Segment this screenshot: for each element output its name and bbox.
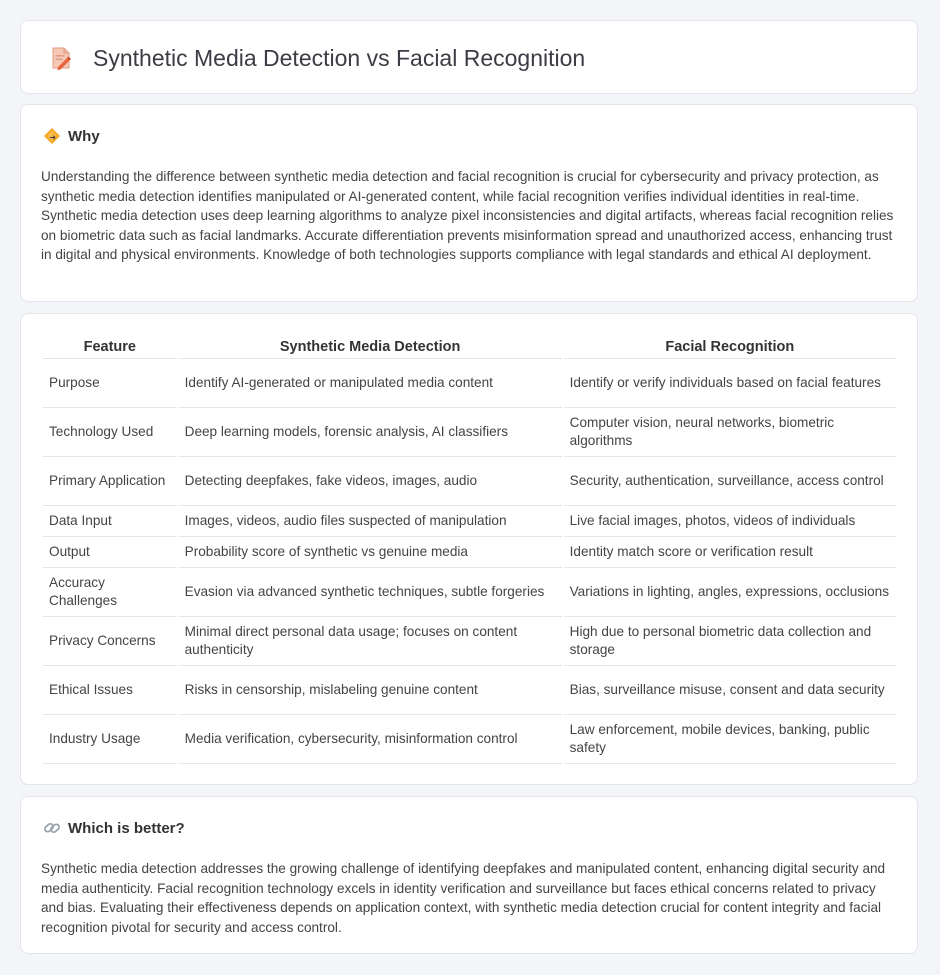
table-row	[43, 457, 896, 506]
feature-cell: Accuracy Challenges	[43, 568, 177, 617]
feature-cell: Primary Application	[43, 457, 177, 506]
synthetic-cell: Risks in censorship, mislabeling genuine content	[179, 666, 562, 715]
better-title: Which is better?	[68, 819, 185, 837]
synthetic-cell: Media verification, cybersecurity, misinformation control	[179, 715, 562, 764]
synthetic-cell: Evasion via advanced synthetic techniques, subtle forgeries	[179, 568, 562, 617]
facial-cell: Identify or verify individuals based on facial features	[564, 359, 896, 408]
feature-cell: Industry Usage	[43, 715, 177, 764]
why-section	[20, 104, 918, 302]
feature-cell: Privacy Concerns	[43, 617, 177, 666]
title-row	[45, 43, 585, 73]
page-title: Synthetic Media Detection vs Facial Recognition	[93, 44, 586, 71]
document-pen-icon	[45, 43, 75, 73]
table-row	[43, 568, 896, 617]
feature-cell: Purpose	[43, 359, 177, 408]
title-card	[20, 20, 918, 94]
table-header-row	[43, 336, 896, 359]
why-title: Why	[68, 127, 100, 145]
synthetic-cell: Images, videos, audio files suspected of manipulation	[179, 506, 562, 537]
header-synthetic-media-detection: Synthetic Media Detection	[179, 336, 562, 359]
facial-cell: Computer vision, neural networks, biometric algorithms	[564, 408, 896, 457]
which-is-better-section	[20, 796, 918, 954]
table-row	[43, 715, 896, 764]
feature-cell: Technology Used	[43, 408, 177, 457]
facial-cell: Bias, surveillance misuse, consent and data security	[564, 666, 896, 715]
feature-cell: Data Input	[43, 506, 177, 537]
synthetic-cell: Minimal direct personal data usage; focuses on content authenticity	[179, 617, 562, 666]
synthetic-cell: Identify AI-generated or manipulated media content	[179, 359, 562, 408]
table-row	[43, 408, 896, 457]
synthetic-cell: Deep learning models, forensic analysis, AI classifiers	[179, 408, 562, 457]
synthetic-cell: Detecting deepfakes, fake videos, images, audio	[179, 457, 562, 506]
header-feature: Feature	[43, 336, 177, 359]
better-text: Synthetic media detection addresses the growing challenge of identifying deepfakes and manipulated content, enhancing digital security and media authenticity. Facial recognition technology excels in identity verification and surveillance but faces ethical concerns related to privacy and bias. Evaluating their effectiveness depends on application context, with synthetic media detection crucial for content integrity and facial recognition pivotal for security and access control.	[41, 861, 886, 935]
comparison-table	[41, 336, 898, 764]
why-text: Understanding the difference between synthetic media detection and facial recognition is crucial for cybersecurity and privacy protection, as synthetic media detection identifies manipulated or AI-generated content, while facial recognition verifies individual identities in real-time. Synthetic media detection uses deep learning algorithms to analyze pixel inconsistencies and digital artifacts, whereas facial recognition relies on biometric data such as facial landmarks. Accurate differentiation prevents misinformation spread and unauthorized access, enhancing trust in digital and physical environments. Knowledge of both technologies supports compliance with legal standards and ethical AI deployment.	[41, 169, 894, 262]
facial-cell: Security, authentication, surveillance, access control	[564, 457, 896, 506]
table-row	[43, 359, 896, 408]
feature-cell: Output	[43, 537, 177, 568]
comparison-card	[20, 313, 918, 785]
synthetic-cell: Probability score of synthetic vs genuine media	[179, 537, 562, 568]
feature-cell: Ethical Issues	[43, 666, 177, 715]
table-row	[43, 617, 896, 666]
why-heading	[43, 127, 100, 145]
header-facial-recognition: Facial Recognition	[564, 336, 896, 359]
facial-cell: Identity match score or verification result	[564, 537, 896, 568]
link-icon	[43, 819, 61, 837]
diamond-sign-icon	[43, 127, 61, 145]
table-row	[43, 537, 896, 568]
facial-cell: Live facial images, photos, videos of individuals	[564, 506, 896, 537]
facial-cell: High due to personal biometric data collection and storage	[564, 617, 896, 666]
table-row	[43, 666, 896, 715]
facial-cell: Law enforcement, mobile devices, banking, public safety	[564, 715, 896, 764]
table-row	[43, 506, 896, 537]
facial-cell: Variations in lighting, angles, expressions, occlusions	[564, 568, 896, 617]
better-heading	[43, 819, 185, 837]
